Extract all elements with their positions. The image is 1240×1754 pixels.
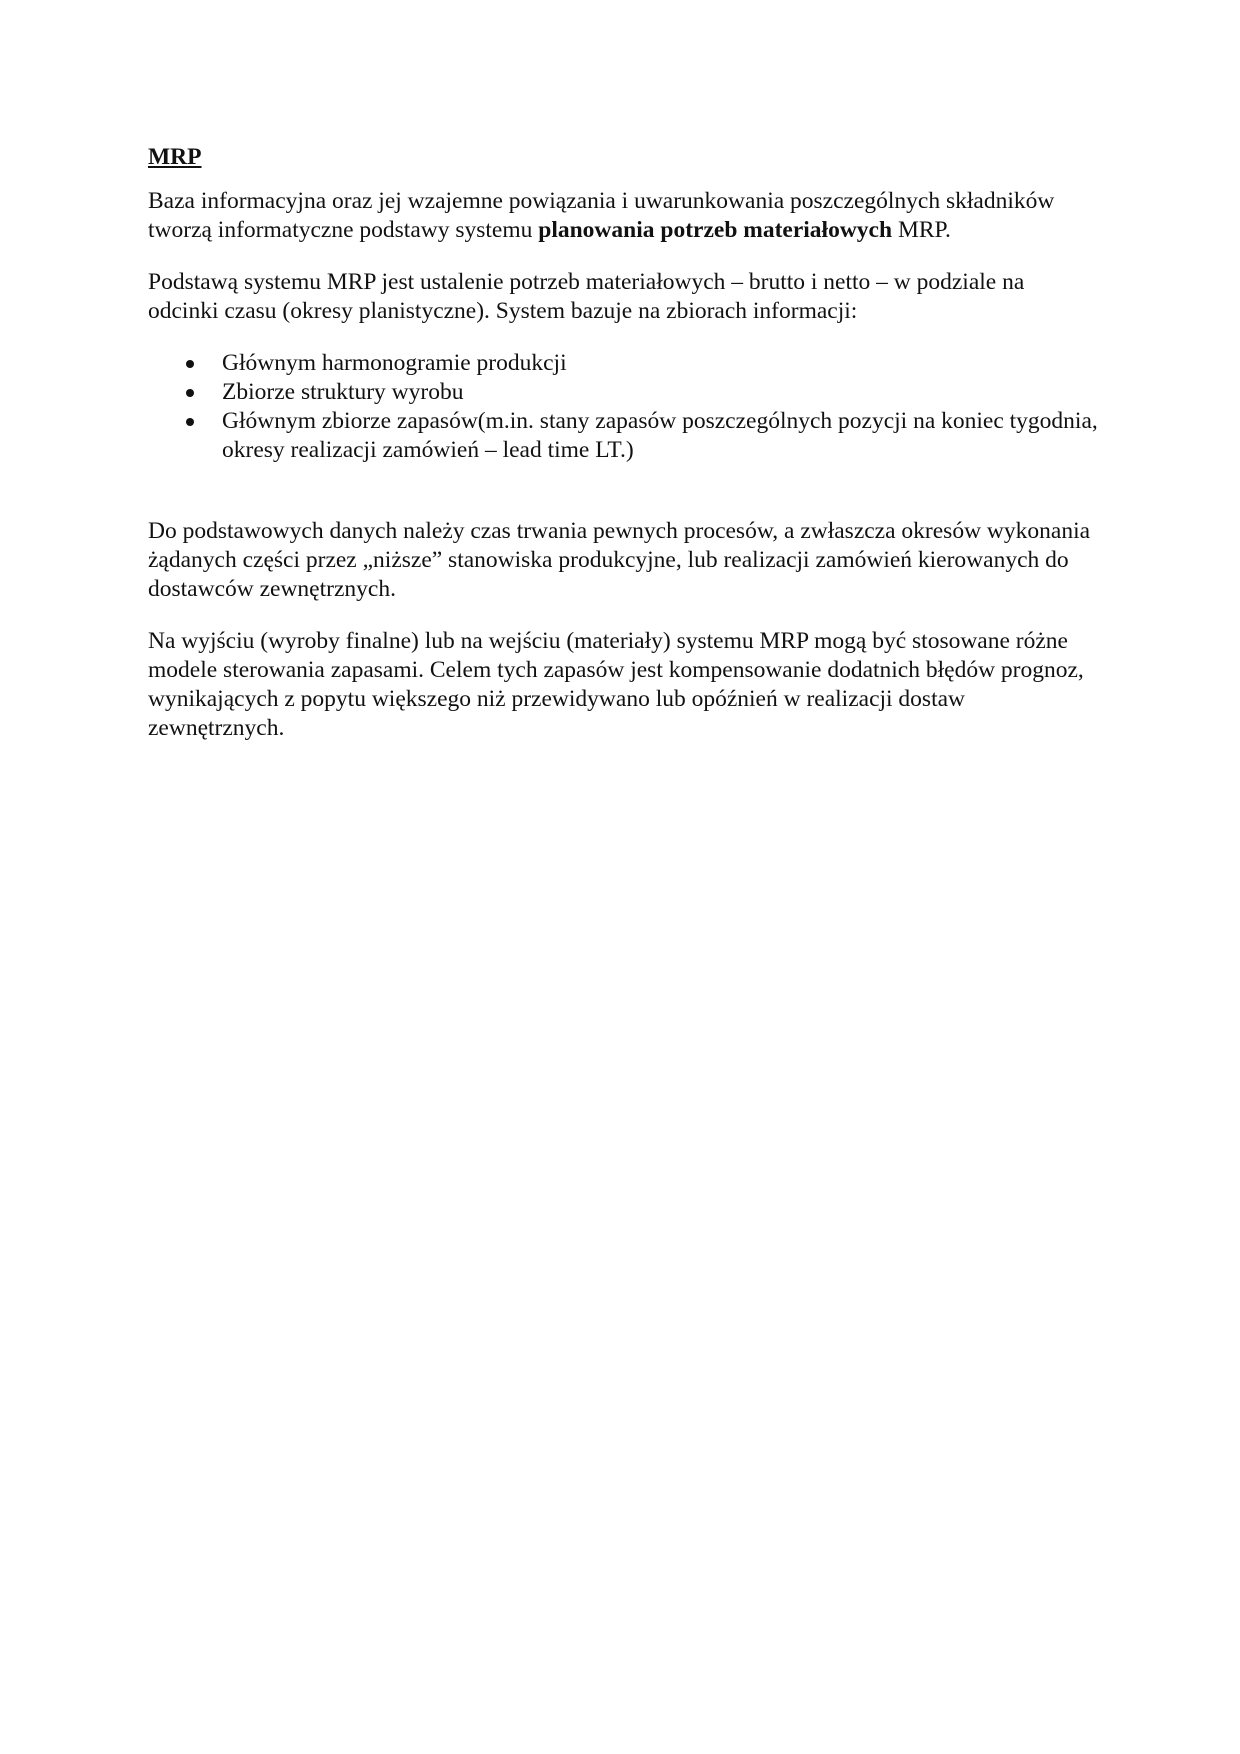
- list-item-text: Zbiorze struktury wyrobu: [222, 379, 464, 405]
- bullet-icon: [186, 389, 194, 397]
- bullet-icon: [186, 418, 194, 426]
- list-item: [148, 378, 1098, 407]
- list-item: [148, 349, 1098, 378]
- paragraph-intro-text-before: Baza informacyjna oraz jej wzajemne powiązania i uwarunkowania poszczególnych składników tworzą informatyczne podstawy systemu: [148, 188, 1055, 243]
- bullet-icon: [186, 360, 194, 368]
- list-item: [148, 407, 1098, 465]
- list-item-text: Głównym zbiorze zapasów(m.in. stany zapasów poszczególnych pozycji na koniec tygodnia, okresy realizacji zamówień – lead time LT.): [222, 408, 1098, 463]
- blank-line: [148, 491, 1098, 517]
- paragraph-intro-bold-term: planowania potrzeb materiałowych: [538, 217, 893, 243]
- paragraph-inventory-models: Na wyjściu (wyroby finalne) lub na wejściu (materiały) systemu MRP mogą być stosowane różne modele sterowania zapasami. Celem tych zapasów jest kompensowanie dodatnich błędów prognoz, wynikających z popytu większego niż przewidywano lub opóźnień w realizacji dostaw zewnętrznych.: [148, 628, 1084, 741]
- paragraph-intro-text-after: MRP.: [892, 217, 951, 243]
- paragraph-intro: [148, 187, 1098, 245]
- document-content: [148, 143, 1098, 766]
- information-sets-list: [148, 349, 1098, 465]
- document-title: MRP: [148, 144, 202, 170]
- list-item-text: Głównym harmonogramie produkcji: [222, 350, 567, 376]
- paragraph-basic-data: Do podstawowych danych należy czas trwania pewnych procesów, a zwłaszcza okresów wykonania żądanych części przez „niższe” stanowiska produkcyjne, lub realizacji zamówień kierowanych do dostawców zewnętrznych.: [148, 518, 1091, 602]
- paragraph-mrp-basis: Podstawą systemu MRP jest ustalenie potrzeb materiałowych – brutto i netto – w podziale na odcinki czasu (okresy planistyczne). System bazuje na zbiorach informacji:: [148, 269, 1025, 324]
